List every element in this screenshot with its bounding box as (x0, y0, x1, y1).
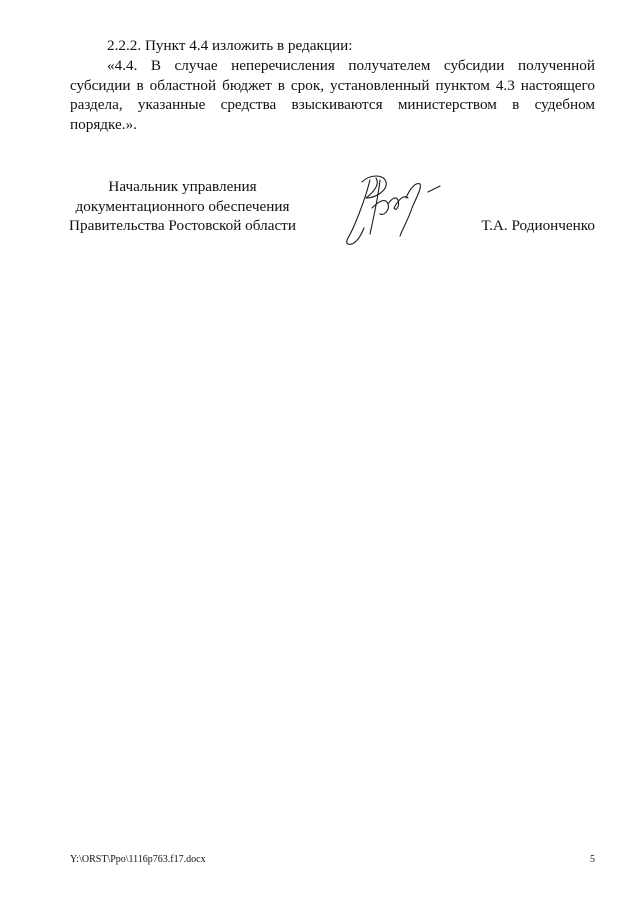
amendment-heading: 2.2.2. Пункт 4.4 изложить в редакции: (107, 37, 353, 54)
page-number: 5 (590, 854, 595, 865)
handwritten-signature (340, 168, 450, 248)
signatory-position (60, 177, 305, 236)
amendment-text: «4.4. В случае неперечисления получателем субсидии полученной субсидии в областной бюджет в срок, установленный пунктом 4.3 настоящего раздела, указанные средства взыскиваются министерством в судебном порядке.». (70, 57, 595, 133)
position-line: документационного обеспечения (75, 197, 290, 215)
footer-file-path: Y:\ORST\Ppo\1116p763.f17.docx (70, 854, 206, 865)
signer-name: Т.А. Родионченко (481, 217, 595, 234)
position-line: Начальник управления (108, 178, 257, 195)
position-line: Правительства Ростовской области (69, 217, 296, 234)
